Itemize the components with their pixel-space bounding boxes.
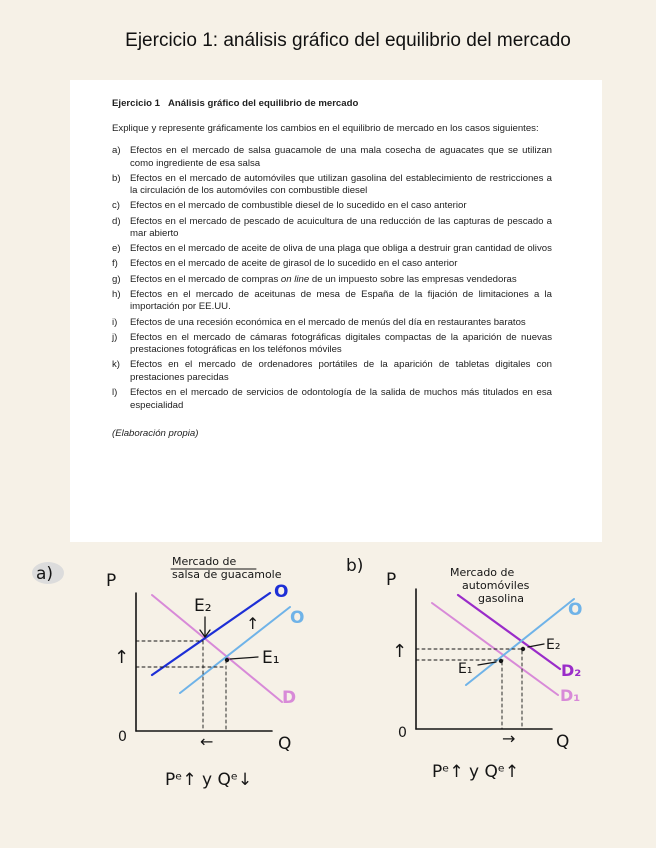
source-note: (Elaboración propia) bbox=[112, 428, 199, 440]
page-title: Ejercicio 1: análisis gráfico del equilibrio del mercado bbox=[125, 30, 571, 51]
list-item: g) Efectos en el mercado de compras on line de un impuesto sobre las empresas vendedoras bbox=[112, 273, 517, 285]
sketch-b-supply-label: O bbox=[568, 600, 583, 620]
sketch-a-qty-arrow: ← bbox=[200, 732, 214, 751]
sketch-a-supply-old-label: O bbox=[290, 608, 305, 628]
list-item: i) Efectos de una recesión económica en el mercado de menús del día en restaurantes baratos bbox=[112, 316, 526, 328]
exercise-card bbox=[70, 80, 602, 542]
list-item: c) Efectos en el mercado de combustible diesel de lo sucedido en el caso anterior bbox=[112, 200, 467, 212]
list-item: j) Efectos en el mercado de cámaras fotográficas digitales compactas de la aparición de nuevas prestaciones fotográficas en los teléfonos móviles bbox=[112, 331, 552, 356]
sketch-b-eq-old-label: E₁ bbox=[458, 661, 473, 677]
sketch-a-price-arrow: ↑ bbox=[114, 647, 130, 668]
exercise-title: Análisis gráfico del equilibrio de mercado bbox=[168, 98, 359, 109]
sketch-b-eq-new-label: E₂ bbox=[546, 637, 561, 653]
sketch-a-q-axis: Q bbox=[278, 734, 292, 754]
exercise-list bbox=[112, 145, 552, 412]
sketch-b-eq-new-point bbox=[521, 647, 525, 651]
sketch-a-supply-shift-arrow: ↑ bbox=[246, 614, 260, 633]
sketch-b-qty-arrow: → bbox=[502, 729, 516, 748]
sketch-a-label: a) bbox=[36, 564, 54, 584]
sketch-b-origin: 0 bbox=[398, 725, 407, 741]
sketch-a-p-axis: P bbox=[106, 571, 117, 591]
sketch-b-p-axis: P bbox=[386, 570, 397, 590]
sketch-b-title-1: Mercado de bbox=[450, 566, 515, 579]
sketch-a-demand-label: D bbox=[282, 688, 297, 708]
sketch-a-eq-old-point bbox=[225, 658, 229, 662]
list-item: f) Efectos en el mercado de aceite de girasol de lo sucedido en el caso anterior bbox=[112, 258, 458, 270]
sketch-a-eq-new-label: E₂ bbox=[194, 596, 212, 616]
sketch-a-supply-new-label: O bbox=[274, 582, 289, 602]
exercise-number: Ejercicio 1 bbox=[112, 98, 160, 109]
sketch-b-label: b) bbox=[346, 556, 364, 576]
sketch-b-title-3: gasolina bbox=[478, 592, 525, 605]
list-item: k) Efectos en el mercado de ordenadores portátiles de la aparición de tabletas digitales con prestaciones parecidas bbox=[112, 359, 552, 383]
exercise-heading bbox=[112, 98, 552, 111]
sketch-b-demand-new-label: D₂ bbox=[561, 661, 582, 680]
sketch-b-eq-old-point bbox=[499, 659, 503, 663]
handwritten-sketches bbox=[0, 545, 656, 848]
sketch-a-origin: 0 bbox=[118, 729, 127, 745]
sketch-b-eq-new-pointer bbox=[528, 644, 544, 647]
sketch-b-conclusion: Pᵉ↑ y Qᵉ↑ bbox=[432, 762, 520, 782]
exercise-intro: Explique y represente gráficamente los cambios en el equilibrio de mercado en los casos siguientes: bbox=[112, 122, 539, 134]
list-item: h) Efectos en el mercado de aceitunas de mesa de España de la fijación de limitaciones a la importación por EE.UU. bbox=[112, 288, 552, 313]
list-item: d) Efectos en el mercado de pescado de acuicultura de una reducción de las capturas de pescado a mar abierto bbox=[112, 215, 552, 240]
list-item: b) Efectos en el mercado de automóviles que utilizan gasolina del establecimiento de restricciones a la circulación de los automóviles con combustible diesel bbox=[112, 172, 552, 197]
list-item: e) Efectos en el mercado de aceite de oliva de una plaga que obliga a destruir gran cantidad de olivos bbox=[112, 243, 552, 255]
sketch-a-eq-old-pointer bbox=[230, 657, 258, 659]
sketch-a-title-2: salsa de guacamole bbox=[172, 568, 282, 581]
list-item: a) Efectos en el mercado de salsa guacamole de una mala cosecha de aguacates que se utilizan como ingrediente de esa salsa bbox=[112, 145, 552, 169]
sketch-a-eq-old-label: E₁ bbox=[262, 648, 280, 668]
sketch-b-demand-old-label: D₁ bbox=[560, 686, 581, 705]
sketch-b-q-axis: Q bbox=[556, 732, 570, 752]
sketch-a-conclusion: Pᵉ↑ y Qᵉ↓ bbox=[165, 770, 253, 790]
sketch-b-title-2: automóviles bbox=[462, 579, 530, 592]
sketch-a-title-1: Mercado de bbox=[172, 555, 237, 568]
list-item: l) Efectos en el mercado de servicios de odontología de la salida de muchos más titulados en esa especialidad bbox=[112, 387, 552, 411]
sketch-b-price-arrow: ↑ bbox=[392, 641, 408, 662]
